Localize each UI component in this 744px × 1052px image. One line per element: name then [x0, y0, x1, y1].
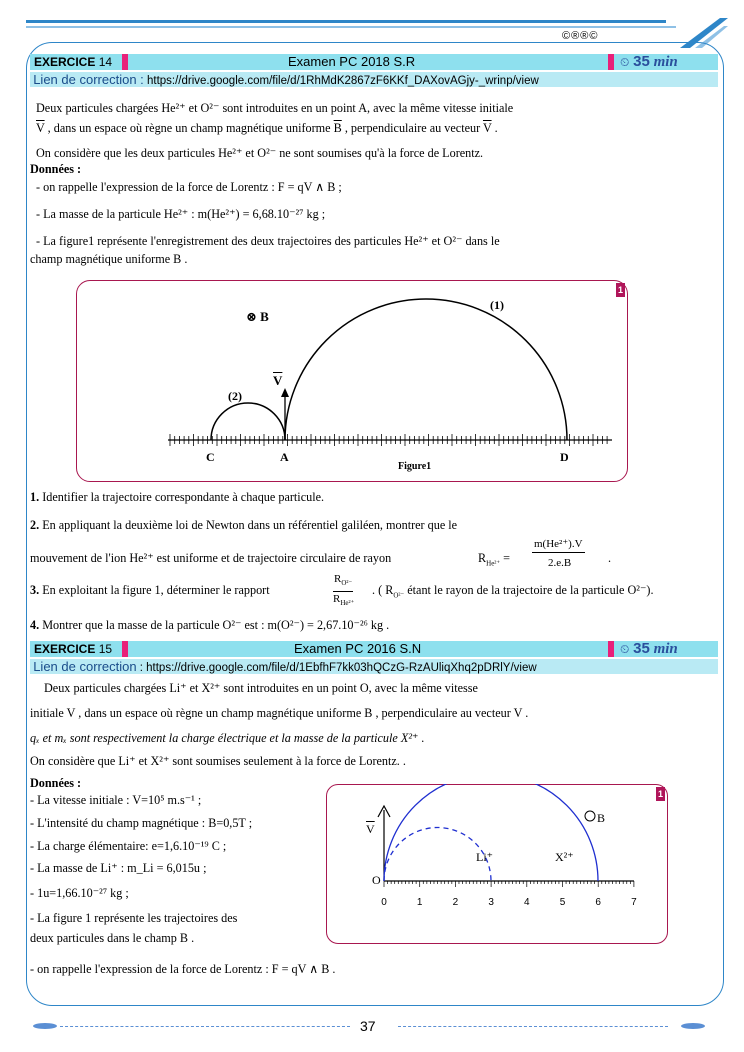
footer-ornament-left	[30, 1020, 60, 1032]
ex14-question-2-line1: 2. En appliquant la deuxième loi de Newton dans un référentiel galiléen, montrer que le	[30, 518, 458, 532]
ex14-donnees-heading: Données :	[30, 162, 82, 176]
exercise-14-time-marker	[608, 54, 614, 70]
ex15-tick-label: 5	[559, 897, 566, 908]
ex15-intro-line2: initiale V , dans un espace où règne un champ magnétique uniforme B , perpendiculaire au vecteur V .	[30, 706, 529, 720]
exercise-15-correction-link[interactable]: Lien de correction : https://drive.google.com/file/d/1EbfhF7kk03hQCzG-RzAUliqXhq2pDRlY/view	[30, 659, 718, 674]
ex15-trajectory-li	[384, 828, 491, 882]
ex15-field-symbol	[585, 811, 595, 821]
header-line-light	[26, 26, 676, 28]
ex14-curve1-label: (1)	[490, 298, 504, 312]
ex15-tick-label: 1	[416, 897, 423, 908]
ex15-tick-label: 7	[631, 897, 637, 908]
header-line	[26, 20, 666, 23]
ex14-data-figure-line2: champ magnétique uniforme B .	[30, 252, 188, 266]
ex15-x-label: X²⁺	[555, 850, 574, 864]
exercise-15-marker	[122, 641, 128, 657]
ex14-data-figure-line1: - La figure1 représente l'enregistrement des deux trajectoires des particules He²⁺ et O²⁻ dans le	[36, 234, 500, 248]
ex15-li-label: Li⁺	[476, 850, 493, 864]
ex14-point-d: D	[560, 450, 569, 464]
ex14-radius-end: .	[608, 551, 612, 565]
ex14-curve2-label: (2)	[228, 389, 242, 403]
ex14-point-a: A	[280, 450, 289, 464]
ex14-intro-line3: On considère que les deux particules He²⁺ et O²⁻ ne sont soumises qu'à la force de Lorentz.	[36, 146, 484, 160]
ex14-point-c: C	[206, 450, 215, 464]
footer-dash-right	[398, 1026, 668, 1027]
exercise-15-label: EXERCICE 15	[34, 642, 113, 656]
ex14-question-1: 1. Identifier la trajectoire correspondante à chaque particule.	[30, 490, 325, 504]
ex15-velocity-label: $\overline{V}$	[366, 822, 375, 836]
ex14-intro-line2: $\overline{V}$ , dans un espace où règne un champ magnétique uniforme $\overline{B}$ , perpendiculaire au vecteur $\overline{V}$ .	[36, 121, 498, 135]
ex14-radius-denominator: 2.e.B	[548, 557, 572, 569]
ex14-trajectory-2	[211, 403, 285, 440]
ex15-trajectory-x	[384, 784, 598, 881]
ex15-data-figure-line1: - La figure 1 représente les trajectoires des	[30, 911, 238, 925]
exercise-14-title: Examen PC 2018 S.R	[288, 54, 416, 69]
license-icons: ©®®©	[562, 30, 599, 42]
ex15-data-unit: - 1u=1,66.10⁻²⁷ kg ;	[30, 886, 129, 900]
ex15-data-field: - L'intensité du champ magnétique : B=0,5T ;	[30, 816, 253, 830]
clock-icon: ⏲	[620, 55, 630, 69]
ex14-ratio-note: . ( $R_{O^{2-}}$ étant le rayon de la trajectoire de la particule O²⁻).	[372, 583, 654, 600]
ex15-tick-label: 4	[524, 897, 530, 908]
exercise-14-time: ⏲ 35 min	[620, 53, 678, 70]
ex15-tick-label: 3	[488, 897, 494, 908]
ex15-data-charge: - La charge élémentaire: e=1,6.10⁻¹⁹ C ;	[30, 839, 227, 853]
ex14-data-lorentz: - on rappelle l'expression de la force de Lorentz : F = qV ∧ B ;	[36, 180, 342, 194]
ex14-data-mass: - La masse de la particule He²⁺ : m(He²⁺) = 6,68.10⁻²⁷ kg ;	[36, 207, 326, 221]
ex15-data-lorentz: - on rappelle l'expression de la force de Lorentz : F = qV ∧ B .	[30, 962, 336, 976]
ex14-trajectory-figure	[76, 280, 628, 482]
ex14-figure-caption: Figure1	[398, 461, 432, 472]
ex14-question-3: 3. En exploitant la figure 1, déterminer le rapport	[30, 583, 270, 597]
ex15-tick-label: 2	[452, 897, 459, 908]
ex15-tick-label: 6	[595, 897, 601, 908]
ex15-tick-label: 0	[381, 897, 387, 908]
ex15-intro-line4: On considère que Li⁺ et X²⁺ sont soumises seulement à la force de Lorentz. .	[30, 754, 406, 768]
ex15-data-velocity: - La vitesse initiale : V=10⁵ m.s⁻¹ ;	[30, 793, 202, 807]
ex14-question-2-line2: mouvement de l'ion He²⁺ est uniforme et de trajectoire circulaire de rayon	[30, 551, 392, 565]
ex14-radius-numerator: m(He²⁺).V	[532, 537, 585, 553]
ex14-question-4: 4. Montrer que la masse de la particule O²⁻ est : m(O²⁻) = 2,67.10⁻²⁶ kg .	[30, 618, 390, 632]
ex15-figure-badge: 1	[657, 789, 663, 799]
footer-ornament-right	[678, 1020, 708, 1032]
footer-dash-left	[60, 1026, 350, 1027]
exercise-14-marker	[122, 54, 128, 70]
ex14-ratio-denominator: $R_{He^{2+}}$	[333, 593, 355, 608]
ex14-velocity-label: $\overline{V}$	[273, 373, 283, 388]
ex15-donnees-heading: Données :	[30, 776, 82, 790]
exercise-14-label: EXERCICE 14	[34, 55, 113, 69]
exercise-15-time-marker	[608, 641, 614, 657]
ex14-ratio-numerator: $R_{O^{2-}}$	[333, 572, 353, 592]
exercise-15-title: Examen PC 2016 S.N	[294, 641, 422, 656]
ex15-intro-line3: qₓ et mₓ sont respectivement la charge électrique et la masse de la particule X²⁺ .	[30, 731, 425, 745]
ex15-intro-line1: Deux particules chargées Li⁺ et X²⁺ sont introduites en un point O, avec la même vitesse	[44, 681, 478, 695]
ex14-intro-line1: Deux particules chargées He²⁺ et O²⁻ sont introduites en un point A, avec la même vitesse initiale	[36, 101, 514, 115]
ex15-origin-label: O	[372, 873, 381, 887]
ex15-field-label: B	[597, 811, 606, 825]
ex15-trajectory-figure	[326, 784, 668, 944]
ex14-radius-symbol: $R_{He^{2+}}$ =	[478, 551, 511, 568]
ex15-data-mass-li: - La masse de Li⁺ : m_Li = 6,015u ;	[30, 861, 207, 875]
ex14-figure-badge: 1	[617, 285, 623, 295]
ex15-data-figure-line2: deux particules dans le champ B .	[30, 931, 195, 945]
ex14-field-label: ⊗ B	[246, 309, 269, 324]
exercise-14-correction-link[interactable]: Lien de correction : https://drive.google.com/file/d/1RhMdK2867zF6KKf_DAXovAGjy-_wrinp/view	[30, 72, 718, 87]
clock-icon: ⏲	[620, 642, 630, 656]
exercise-15-time: ⏲ 35 min	[620, 640, 678, 657]
ex14-trajectory-1	[285, 299, 567, 440]
page-number: 37	[360, 1018, 376, 1034]
ex14-velocity-arrowhead	[281, 388, 289, 397]
